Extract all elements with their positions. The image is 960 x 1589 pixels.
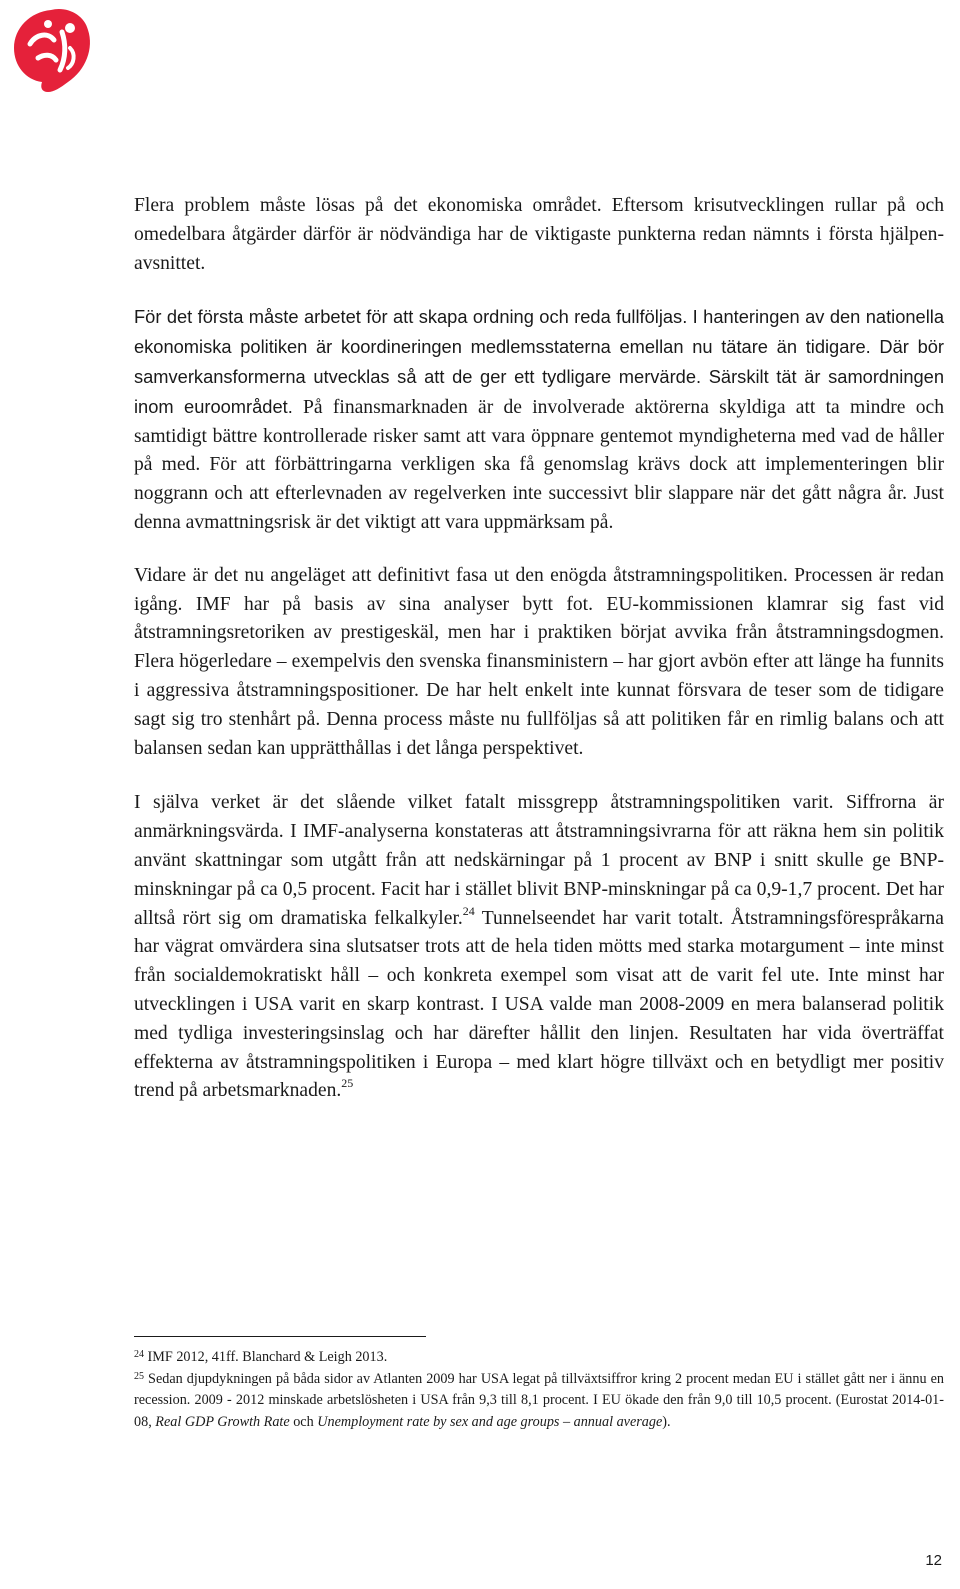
paragraph-4-part-b: Tunnelseendet har varit totalt. Åtstramningsförespråkarna har vägrat omvärdera sina slutsatser trots att de hela tiden mötts med starka motargument – inte minst från socialdemokratiskt håll – och konkreta exempel som visat att de varit fel ute. Inte minst har utvecklingen i USA varit en skarp kontrast. I USA valde man 2008-2009 en mera balanserad politik med tydliga investeringsinslag och har därefter hållit den linjen. Resultaten har vida överträffat effekterna av åtstramningspolitiken i Europa – med klart högre tillväxt och en betydligt mer positiv trend på arbetsmarknaden. — [134, 907, 944, 1102]
footnote-25-text: Sedan djupdykningen på båda sidor av Atlanten 2009 har USA legat på tillväxtsiffror kring 2 procent medan EU i stället gått ner i ännu en recession. 2009 - 2012 minskade arbetslösheten i USA från 9,3 till 8,1 procent. I EU ökade den från 9,0 till 10,5 procent. (Eurostat 2014-01-08, — [134, 1370, 944, 1430]
rose-logo-icon — [8, 4, 94, 94]
footnote-ref-24: 24 — [462, 903, 475, 918]
footnote-24-mark: 24 — [134, 1349, 144, 1360]
paragraph-2 — [134, 303, 944, 537]
footnotes — [134, 1347, 944, 1433]
paragraph-4-part-a: I själva verket är det slående vilket fatalt missgrepp åtstramningspolitiken varit. Siffrorna är anmärkningsvärda. I IMF-analyserna konstateras att åtstramningsivrarna för att räkna hem sin politik använt skattningar som utgått från att nedskärningar på 1 procent av BNP i snitt skulle ge BNP-minskningar på ca 0,5 procent. Facit har i stället blivit BNP-minskningar på ca 0,9-1,7 procent. Det har alltså rört sig om dramatiska felkalkyler. — [134, 792, 944, 929]
paragraph-1: Flera problem måste lösas på det ekonomiska området. Eftersom krisutvecklingen rullar på och omedelbara åtgärder därför är nödvändiga har de viktigaste punkterna redan nämnts i första hjälpen-avsnittet. — [134, 195, 944, 274]
main-body — [134, 192, 944, 1106]
footnote-separator — [134, 1336, 426, 1337]
footnote-24 — [134, 1347, 944, 1369]
footnote-ref-25: 25 — [341, 1076, 354, 1091]
footnote-25-end: ). — [662, 1413, 671, 1430]
footnote-25-mark: 25 — [134, 1370, 144, 1382]
paragraph-3: Vidare är det nu angeläget att definitivt fasa ut den enögda åtstramningspolitiken. Processen är redan igång. IMF har på basis av sina analyser bytt fot. EU-kommissionen klamrar sig fast vid åtstramningsretoriken av prestigeskäl, men har i praktiken börjat avvika från åtstramningsdogmen. Flera högerledare – exempelvis den svenska finansministern – har gjort avbön efter att länge ha funnits i aggressiva åtstramningspositioner. De har helt enkelt inte kunnat försvara de teser som de tidigare sagt sig tro stenhårt på. Denna process måste nu fullföljas så att politiken får en rimlig balans och att balansen sedan kan upprätthållas i det långa perspektivet. — [134, 564, 944, 759]
footnote-24-text: IMF 2012, 41ff. Blanchard & Leigh 2013. — [144, 1349, 388, 1365]
paragraph-2-serif-part: På finansmarknaden är de involverade aktörerna skyldiga att ta mindre och samtidigt bättre kontrollerade risker samt att vara öppnare gentemot myndigheterna med vad de håller på med. För att förbättringarna verkligen ska få genomslag krävs dock att implementeringen blir noggrann och att efterlevnaden av regelverken inte successivt blir slappare när det gått några år. Just denna avmattningsrisk är det viktigt att vara uppmärksam på. — [134, 396, 944, 533]
page-number: 12 — [925, 1552, 942, 1569]
footnote-25-italic-1: Real GDP Growth Rate — [155, 1413, 290, 1430]
footnote-25-mid: och — [289, 1413, 318, 1430]
paragraph-2-sans-part: För det första måste arbetet för att skapa ordning och reda fullföljas. I hanteringen av den nationella ekonomiska politiken är koordineringen medlemsstaterna emellan nu tätare än tidigare. Där bör samverkansformerna utvecklas så att de ger ett tydligare mervärde. Särskilt tät är samordningen inom euroområdet. — [134, 306, 944, 417]
footnote-25 — [134, 1369, 944, 1434]
footnote-25-italic-2: Unemployment rate by sex and age groups – annual average — [317, 1413, 663, 1430]
paragraph-4 — [134, 789, 944, 1106]
